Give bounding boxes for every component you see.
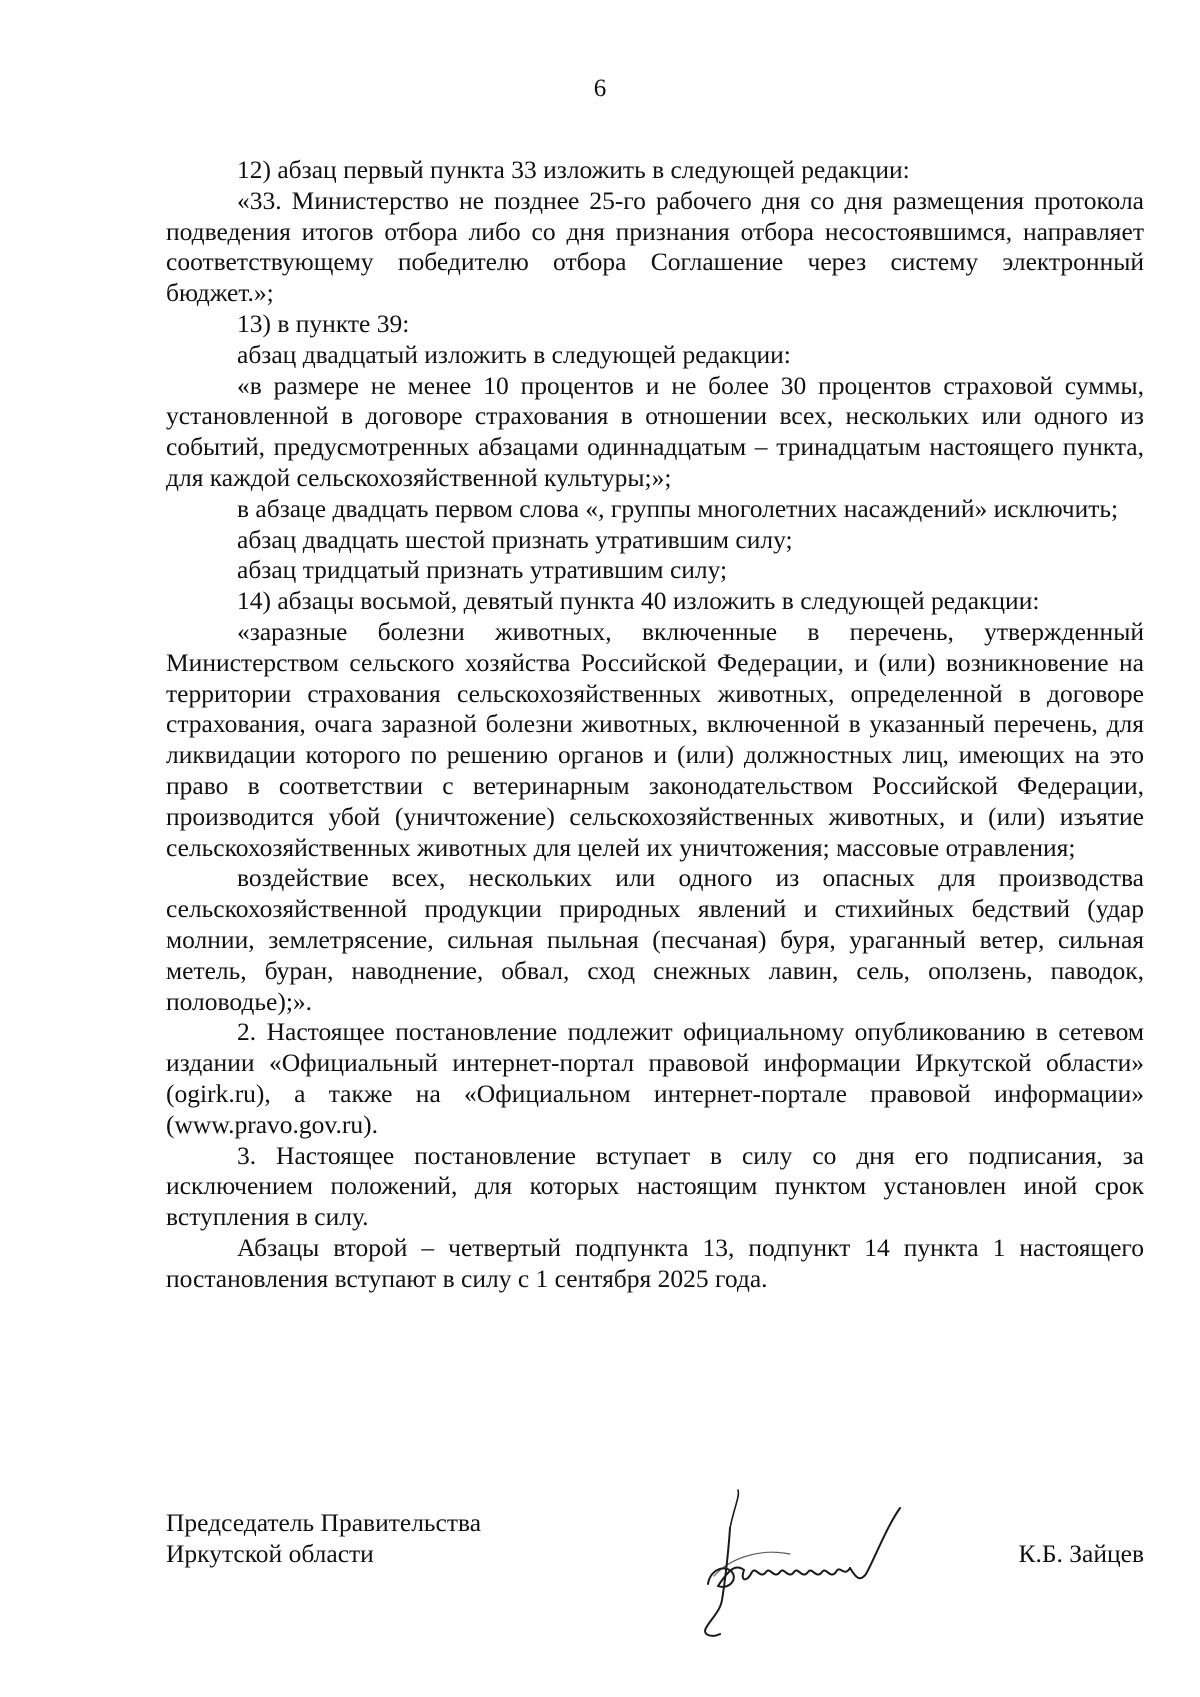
signatory-position bbox=[166, 1508, 481, 1570]
paragraph-item-14: 14) абзацы восьмой, девятый пункта 40 изложить в следующей редакции: bbox=[237, 586, 1040, 616]
paragraph-item-13: 13) в пункте 39: bbox=[237, 308, 410, 338]
paragraph-clause-26: абзац двадцать шестой признать утратившим силу; bbox=[237, 524, 793, 554]
page-number: 6 bbox=[593, 75, 607, 102]
paragraph-animal-diseases: «заразные болезни животных, включенные в перечень, утвержденный Министерством сельского хозяйства Российской Федерации, и (или) возникновение на территории страхования сельскохозяйственных животных, определенной в договоре страхования, очага заразной болезни животных, включенной в указанный перечень, для ликвидации которого по решению органов и (или) должностных лиц, имеющих на это право в соответствии с ветеринарным законодательством Российской Федерации, производится убой (уничтожение) сельскохозяйственных животных, и (или) изъятие сельскохозяйственных животных для целей их уничтожения; массовые отравления; bbox=[166, 616, 1144, 862]
position-line-2: Иркутской области bbox=[166, 1538, 374, 1568]
handwritten-signature bbox=[700, 1488, 950, 1638]
document-body bbox=[166, 155, 1144, 1294]
signer-name: К.Б. Зайцев bbox=[1018, 1539, 1144, 1568]
paragraph-clause-20-text: «в размере не менее 10 процентов и не более 30 процентов страховой суммы, установленной в договоре страхования в отношении всех, нескольких или одного из событий, предусмотренных абзацами одиннадцатым – тринадцатым настоящего пункта, для каждой сельскохозяйственной культуры;»; bbox=[166, 370, 1144, 492]
paragraph-section-2: 2. Настоящее постановление подлежит официальному опубликованию в сетевом издании «Официальный интернет-портал правовой информации Иркутской области» (ogirk.ru), а также на «Официальном интернет-портале правовой информации» (www.pravo.gov.ru). bbox=[166, 1017, 1144, 1139]
paragraph-natural-hazards: воздействие всех, нескольких или одного из опасных для производства сельскохозяйственной продукции природных явлений и стихийных бедствий (удар молнии, землетрясение, сильная пыльная (песчаная) буря, ураганный ветер, сильная метель, буран, наводнение, обвал, сход снежных лавин, сель, оползень, паводок, половодье);». bbox=[166, 863, 1144, 1016]
paragraph-section-3: 3. Настоящее постановление вступает в силу со дня его подписания, за исключением положений, для которых настоящим пунктом установлен иной срок вступления в силу. bbox=[166, 1140, 1144, 1232]
paragraph-clause-21: в абзаце двадцать первом слова «, группы многолетних насаждений» исключить; bbox=[237, 493, 1119, 523]
paragraph-new-clause-33: «33. Министерство не позднее 25-го рабочего дня со дня размещения протокола подведения итогов отбора либо со дня признания отбора несостоявшимся, направляет соответствующему победителю отбора Соглашение через систему электронный бюджет.»; bbox=[166, 185, 1144, 308]
paragraph-clause-20-intro: абзац двадцатый изложить в следующей редакции: bbox=[237, 339, 791, 369]
paragraph-effective-date: Абзацы второй – четвертый подпункта 13, подпункт 14 пункта 1 настоящего постановления вступают в силу с 1 сентября 2025 года. bbox=[166, 1232, 1144, 1293]
paragraph-item-12: 12) абзац первый пункта 33 изложить в следующей редакции: bbox=[237, 155, 910, 184]
paragraph-clause-30: абзац тридцатый признать утратившим силу; bbox=[237, 555, 728, 585]
position-line-1: Председатель Правительства bbox=[166, 1508, 482, 1537]
